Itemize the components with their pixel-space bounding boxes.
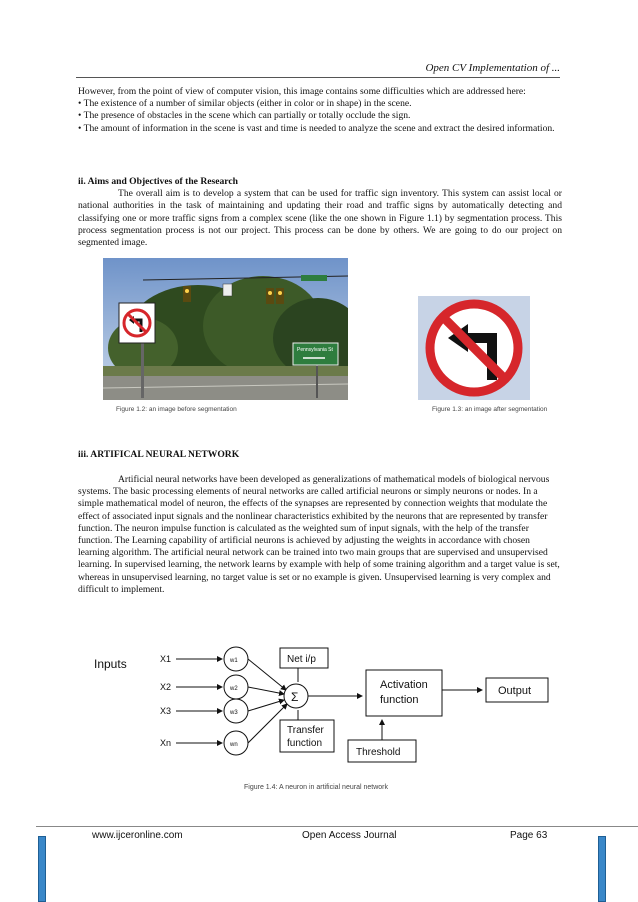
activation-label: function <box>380 694 419 706</box>
svg-text:w1: w1 <box>230 658 238 664</box>
neuron-diagram <box>84 640 554 770</box>
transfer-label: function <box>287 738 323 749</box>
net-input-label: Net i/p <box>287 654 316 665</box>
weight-node <box>224 731 248 755</box>
transfer-label: Transfer <box>287 725 324 736</box>
intro-bullet: • The amount of information in the scene is vast and time is needed to analyze the scene and extract the desired information. <box>78 122 555 134</box>
footer-left-bar <box>38 836 46 902</box>
figure-caption: Figure 1.2: an image before segmentation <box>116 406 237 413</box>
activation-function-box <box>366 670 442 716</box>
svg-text:wn: wn <box>230 742 238 748</box>
section-heading: iii. ARTIFICAL NEURAL NETWORK <box>78 449 240 460</box>
input-label: Xn <box>160 738 172 748</box>
summation-node <box>284 684 308 708</box>
segmented-sign-image <box>418 296 530 400</box>
threshold-label: Threshold <box>356 747 401 758</box>
footer-website: www.ijceronline.com <box>92 830 183 841</box>
footer-page-number: Page 63 <box>510 830 548 841</box>
street-scene-photo <box>103 258 348 400</box>
intro-section <box>78 86 562 135</box>
svg-text:w3: w3 <box>230 710 238 716</box>
intro-bullet: • The existence of a number of similar objects (either in color or in shape) in the scene. <box>78 98 412 110</box>
section-body: Artificial neural networks have been developed as generalizations of mathematical models of biological nervous systems. The basic processing elements of neural networks are called artificial neurons or simply neurons or nodes. In a simple mathematical model of neuron, the effects of the synapses are represented by connection weights that modulate the effect of associated input signals and the nonlinear characteristics exhibited by the neurons that are represented by transfer function. The neuron impulse function is calculated as the weighted sum of input signals, with the help of the transfer function. The Learning capability of artificial neurons is achieved by adjusting the weights in accordance with chosen learning algorithm. The artificial neural network can be trained into two main groups that are supervised and unsupervised learning. In supervised learning, the network learns by example with help of some training algorithm and a target value is set, whereas in unsupervised learning, no target value is set or no example is given. Unsupervised learning is very complex and difficult to implement. <box>78 474 560 595</box>
footer-journal: Open Access Journal <box>302 830 397 841</box>
figure-caption: Figure 1.4: A neuron in artificial neural network <box>244 784 388 791</box>
input-label: X1 <box>160 654 172 664</box>
section-heading: ii. Aims and Objectives of the Research <box>78 176 238 187</box>
weight-node <box>224 699 248 723</box>
header-divider <box>76 77 560 78</box>
svg-text:Σ: Σ <box>291 690 299 704</box>
weight-node <box>224 647 248 671</box>
street-sign-text: Pennsylvania St <box>297 347 333 353</box>
output-label: Output <box>498 685 532 697</box>
ann-section <box>78 474 562 596</box>
inputs-label: Inputs <box>94 657 127 671</box>
section-body: The overall aim is to develop a system that can be used for traffic sign inventory. This system can assist local or national authorities in the task of maintaining and updating their road and traffic signs by automatically detecting and classifying one or more traffic signs from a complex scene (like the one shown in Figure 1.1) by segmentation process. This process segmentation process is not our project. This process can be done by others. We are going to do our project on segmented image. <box>78 188 562 249</box>
footer-right-bar <box>598 836 606 902</box>
input-label: X2 <box>160 682 172 692</box>
footer-divider <box>36 826 638 827</box>
intro-lead: However, from the point of view of computer vision, this image contains some difficulties which are addressed here: <box>78 86 526 97</box>
intro-bullet: • The presence of obstacles in the scene which can partially or totally occlude the sign. <box>78 110 411 122</box>
svg-text:w2: w2 <box>230 686 238 692</box>
figure-caption: Figure 1.3: an image after segmentation <box>432 406 548 413</box>
aims-section <box>78 176 562 249</box>
weight-node <box>224 675 248 699</box>
running-header: Open CV Implementation of ... <box>425 62 560 74</box>
activation-label: Activation <box>380 679 428 691</box>
input-label: X3 <box>160 706 172 716</box>
